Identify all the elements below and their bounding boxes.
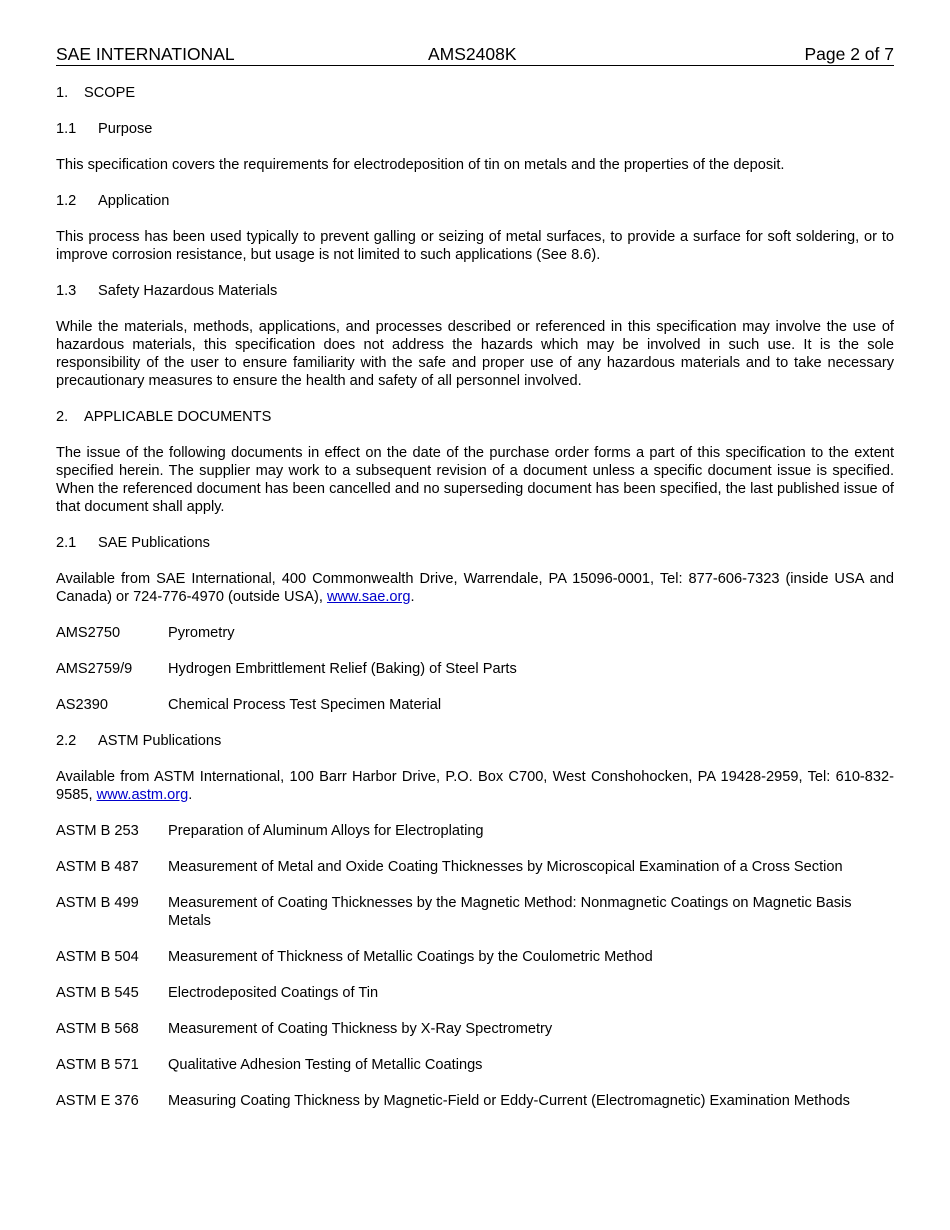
section-title: SCOPE xyxy=(84,85,136,101)
safety-paragraph: While the materials, methods, applications, and processes described or referenced in this specification may involve the use of hazardous materials, this specification does not address the hazards which may be involved in such use. It is the sole responsibility of the user to ensure familiarity with the safe and proper use of any hazardous materials and to take necessary precautionary measures to ensure the health and safety of all personnel involved. xyxy=(56,319,894,389)
section-title: APPLICABLE DOCUMENTS xyxy=(84,409,272,425)
header-page-number: Page 2 of 7 xyxy=(804,44,894,64)
application-paragraph: This process has been used typically to prevent galling or seizing of metal surfaces, to provide a surface for soft soldering, or to improve corrosion resistance, but usage is not limited to such applications (See 8.6). xyxy=(56,229,894,263)
sae-availability-paragraph xyxy=(56,570,894,606)
reference-item xyxy=(56,948,894,966)
reference-item xyxy=(56,1020,894,1038)
reference-code: AMS2750 xyxy=(56,625,121,641)
reference-title: Measurement of Coating Thicknesses by the Magnetic Method: Nonmagnetic Coatings on Magnetic Basis Metals xyxy=(168,895,852,929)
reference-code: ASTM B 504 xyxy=(56,949,139,965)
sae-address-end: . xyxy=(410,589,415,605)
reference-code: AS2390 xyxy=(56,697,108,713)
section-1-heading xyxy=(56,84,894,102)
astm-address-text: Available from ASTM International, 100 Barr Harbor Drive, P.O. Box C700, West Conshohocken, PA 19428-2959, Tel: 610-832-9585, xyxy=(56,769,894,803)
reference-item xyxy=(56,858,894,876)
section-1-2-heading xyxy=(56,192,894,210)
section-title: Purpose xyxy=(98,121,153,137)
reference-title: Pyrometry xyxy=(168,625,235,641)
reference-code: ASTM B 571 xyxy=(56,1057,139,1073)
section-2-2-heading xyxy=(56,732,894,750)
section-number: 2.2 xyxy=(56,733,77,749)
section-number: 1.2 xyxy=(56,193,77,209)
section-title: Application xyxy=(98,193,170,209)
header-organization: SAE INTERNATIONAL xyxy=(56,44,235,64)
sae-address-text: Available from SAE International, 400 Commonwealth Drive, Warrendale, PA 15096-0001, Tel: 877-606-7323 (inside USA and Canada) or 724-776-4970 (outside USA), xyxy=(56,571,894,605)
section-number: 2.1 xyxy=(56,535,77,551)
reference-item xyxy=(56,696,894,714)
reference-item xyxy=(56,660,894,678)
reference-item xyxy=(56,624,894,642)
section-1-1-heading xyxy=(56,120,894,138)
reference-title: Measurement of Coating Thickness by X-Ray Spectrometry xyxy=(168,1021,553,1037)
section-number: 1.1 xyxy=(56,121,77,137)
reference-code: ASTM B 499 xyxy=(56,895,139,911)
section-title: SAE Publications xyxy=(98,535,210,551)
header-doc-number: AMS2408K xyxy=(428,44,517,64)
reference-code: ASTM B 253 xyxy=(56,823,139,839)
reference-item xyxy=(56,822,894,840)
reference-title: Chemical Process Test Specimen Material xyxy=(168,697,442,713)
reference-title: Measuring Coating Thickness by Magnetic-Field or Eddy-Current (Electromagnetic) Examination Methods xyxy=(168,1093,850,1109)
reference-code: AMS2759/9 xyxy=(56,661,133,677)
astm-address-end: . xyxy=(188,787,193,803)
section-title: Safety Hazardous Materials xyxy=(98,283,278,299)
page-header xyxy=(56,44,894,66)
reference-title: Qualitative Adhesion Testing of Metallic Coatings xyxy=(168,1057,483,1073)
astm-website-link[interactable]: www.astm.org xyxy=(96,787,189,803)
section-2-1-heading xyxy=(56,534,894,552)
reference-item xyxy=(56,984,894,1002)
sae-website-link[interactable]: www.sae.org xyxy=(326,589,411,605)
reference-code: ASTM B 487 xyxy=(56,859,139,875)
reference-title: Measurement of Thickness of Metallic Coatings by the Coulometric Method xyxy=(168,949,653,965)
reference-code: ASTM B 568 xyxy=(56,1021,139,1037)
reference-code: ASTM E 376 xyxy=(56,1093,139,1109)
section-number: 1.3 xyxy=(56,283,77,299)
section-title: ASTM Publications xyxy=(98,733,222,749)
reference-title: Measurement of Metal and Oxide Coating Thicknesses by Microscopical Examination of a Cross Section xyxy=(168,859,843,875)
reference-title: Electrodeposited Coatings of Tin xyxy=(168,985,379,1001)
document-body xyxy=(56,84,894,1128)
section-number: 1. xyxy=(56,85,69,101)
section-2-heading xyxy=(56,408,894,426)
applicable-documents-paragraph: The issue of the following documents in effect on the date of the purchase order forms a part of this specification to the extent specified herein. The supplier may work to a subsequent revision of a document unless a specific document issue is specified. When the referenced document has been cancelled and no superseding document has been specified, the last published issue of that document shall apply. xyxy=(56,445,894,515)
astm-availability-paragraph xyxy=(56,768,894,804)
purpose-paragraph: This specification covers the requirements for electrodeposition of tin on metals and the properties of the deposit. xyxy=(56,157,785,173)
reference-code: ASTM B 545 xyxy=(56,985,139,1001)
section-1-3-heading xyxy=(56,282,894,300)
section-number: 2. xyxy=(56,409,69,425)
reference-item xyxy=(56,1056,894,1074)
reference-title: Preparation of Aluminum Alloys for Electroplating xyxy=(168,823,484,839)
reference-item xyxy=(56,1092,894,1110)
reference-title: Hydrogen Embrittlement Relief (Baking) of Steel Parts xyxy=(168,661,517,677)
reference-item xyxy=(56,894,894,930)
